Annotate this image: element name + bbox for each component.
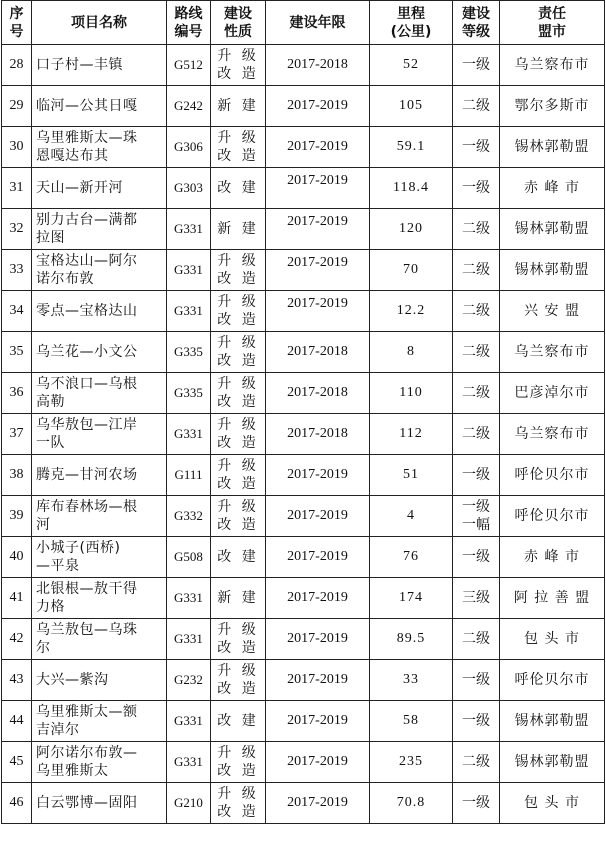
cell-nature-line: 升 级	[217, 622, 259, 638]
cell-city: 兴 安 盟	[500, 291, 605, 332]
cell-nature	[211, 701, 266, 742]
cell-nature	[211, 291, 266, 332]
cell-index: 29	[2, 86, 32, 127]
cell-nature-line: 升 级	[217, 786, 259, 802]
cell-project-name-line: 阿尔诺尔布敦—	[36, 745, 138, 761]
cell-city: 乌兰察布市	[500, 332, 605, 373]
cell-nature-line: 改 造	[217, 312, 259, 328]
cell-city: 阿 拉 善 盟	[500, 578, 605, 619]
cell-grade-line: 一级	[462, 467, 490, 483]
cell-nature-line: 改 造	[217, 476, 259, 492]
cell-project-name-line: 一队	[36, 435, 65, 451]
cell-project-name-line: 口子村—丰镇	[36, 57, 123, 73]
table-row	[2, 578, 605, 619]
cell-mileage: 8	[370, 332, 453, 373]
cell-nature	[211, 742, 266, 783]
cell-mileage: 112	[370, 414, 453, 455]
cell-nature-line: 升 级	[217, 253, 259, 269]
cell-grade-line: 二级	[462, 344, 490, 360]
cell-city: 锡林郭勒盟	[500, 209, 605, 250]
cell-city: 赤 峰 市	[500, 537, 605, 578]
cell-city: 呼伦贝尔市	[500, 455, 605, 496]
cell-index: 34	[2, 291, 32, 332]
cell-city: 鄂尔多斯市	[500, 86, 605, 127]
table-row	[2, 209, 605, 250]
cell-city: 锡林郭勒盟	[500, 127, 605, 168]
cell-city: 包 头 市	[500, 783, 605, 824]
header-name: 项目名称	[32, 1, 167, 45]
cell-project-name	[32, 45, 167, 86]
cell-nature-line: 改 造	[217, 148, 259, 164]
cell-nature-line: 升 级	[217, 663, 259, 679]
cell-nature	[211, 414, 266, 455]
cell-grade	[453, 660, 500, 701]
cell-index: 30	[2, 127, 32, 168]
cell-project-name-line: 拉图	[36, 230, 65, 246]
cell-years: 2017-2019	[266, 660, 370, 701]
cell-project-name-line: 乌里雅斯太—额	[36, 704, 138, 720]
cell-project-name-line: 力格	[36, 599, 65, 615]
cell-route-code: G331	[167, 414, 211, 455]
cell-route-code: G335	[167, 332, 211, 373]
cell-grade	[453, 373, 500, 414]
cell-grade	[453, 168, 500, 209]
cell-nature	[211, 660, 266, 701]
cell-project-name	[32, 332, 167, 373]
cell-project-name-line: 河	[36, 517, 51, 533]
cell-nature	[211, 168, 266, 209]
cell-nature-line: 改 造	[217, 640, 259, 656]
cell-years: 2017-2018	[266, 373, 370, 414]
table-row	[2, 373, 605, 414]
cell-mileage: 89.5	[370, 619, 453, 660]
cell-grade-line: 一级	[462, 713, 490, 729]
cell-index: 45	[2, 742, 32, 783]
cell-grade	[453, 496, 500, 537]
cell-grade	[453, 332, 500, 373]
cell-grade	[453, 86, 500, 127]
table-row	[2, 168, 605, 209]
cell-index: 38	[2, 455, 32, 496]
cell-nature-line: 升 级	[217, 417, 259, 433]
cell-nature-line: 改 造	[217, 271, 259, 287]
cell-route-code: G331	[167, 291, 211, 332]
cell-project-name	[32, 455, 167, 496]
cell-mileage: 174	[370, 578, 453, 619]
cell-grade-line: 一幅	[462, 517, 490, 533]
cell-grade	[453, 291, 500, 332]
cell-grade	[453, 578, 500, 619]
header-years: 建设年限	[266, 1, 370, 45]
cell-nature-line: 改 造	[217, 517, 259, 533]
cell-years: 2017-2019	[266, 209, 370, 250]
cell-project-name	[32, 168, 167, 209]
cell-years: 2017-2019	[266, 127, 370, 168]
cell-project-name-line: 乌不浪口—乌根	[36, 376, 138, 392]
cell-project-name-line: 临河—公其日嘎	[36, 98, 138, 114]
cell-years: 2017-2019	[266, 537, 370, 578]
cell-grade	[453, 783, 500, 824]
cell-project-name	[32, 660, 167, 701]
cell-project-name	[32, 127, 167, 168]
cell-route-code: G331	[167, 619, 211, 660]
cell-project-name-line: 吉淖尔	[36, 722, 80, 738]
cell-index: 33	[2, 250, 32, 291]
cell-nature-line: 新 建	[217, 221, 259, 237]
cell-project-name-line: 恩嘎达布其	[36, 148, 109, 164]
cell-grade	[453, 209, 500, 250]
cell-mileage: 51	[370, 455, 453, 496]
cell-nature	[211, 45, 266, 86]
cell-project-name-line: 北银根—敖干得	[36, 581, 138, 597]
cell-project-name	[32, 86, 167, 127]
header-row	[2, 1, 605, 45]
table-row	[2, 45, 605, 86]
cell-grade-line: 二级	[462, 303, 490, 319]
table-row	[2, 742, 605, 783]
cell-nature-line: 升 级	[217, 48, 259, 64]
cell-nature-line: 升 级	[217, 294, 259, 310]
cell-grade	[453, 414, 500, 455]
cell-grade-line: 一级	[462, 139, 490, 155]
cell-index: 42	[2, 619, 32, 660]
cell-city: 赤 峰 市	[500, 168, 605, 209]
table-row	[2, 783, 605, 824]
cell-project-name-line: 小城子(西桥)	[36, 540, 121, 556]
cell-grade-line: 一级	[462, 549, 490, 565]
cell-city: 锡林郭勒盟	[500, 701, 605, 742]
project-table	[1, 0, 605, 824]
cell-project-name	[32, 783, 167, 824]
cell-project-name	[32, 496, 167, 537]
cell-index: 37	[2, 414, 32, 455]
cell-nature-line: 升 级	[217, 130, 259, 146]
cell-grade	[453, 537, 500, 578]
cell-nature	[211, 783, 266, 824]
cell-index: 28	[2, 45, 32, 86]
cell-index: 44	[2, 701, 32, 742]
cell-route-code: G111	[167, 455, 211, 496]
cell-years: 2017-2018	[266, 414, 370, 455]
cell-project-name-line: 天山—新开河	[36, 180, 123, 196]
cell-nature-line: 升 级	[217, 499, 259, 515]
cell-project-name	[32, 619, 167, 660]
table-row	[2, 701, 605, 742]
cell-grade-line: 一级	[462, 499, 490, 515]
cell-route-code: G332	[167, 496, 211, 537]
cell-index: 40	[2, 537, 32, 578]
table-row	[2, 86, 605, 127]
cell-route-code: G232	[167, 660, 211, 701]
table-row	[2, 250, 605, 291]
cell-mileage: 120	[370, 209, 453, 250]
cell-project-name	[32, 578, 167, 619]
cell-project-name-line: 宝格达山—阿尔	[36, 253, 138, 269]
cell-grade	[453, 701, 500, 742]
cell-city: 乌兰察布市	[500, 414, 605, 455]
cell-nature	[211, 209, 266, 250]
cell-project-name	[32, 742, 167, 783]
cell-grade-line: 一级	[462, 57, 490, 73]
cell-nature-line: 改 造	[217, 681, 259, 697]
cell-years: 2017-2019	[266, 783, 370, 824]
cell-mileage: 52	[370, 45, 453, 86]
cell-mileage: 110	[370, 373, 453, 414]
cell-years: 2017-2019	[266, 168, 370, 209]
cell-grade-line: 一级	[462, 672, 490, 688]
cell-nature-line: 改 造	[217, 353, 259, 369]
cell-nature	[211, 537, 266, 578]
cell-nature	[211, 373, 266, 414]
header-index: 序 号	[2, 1, 32, 45]
cell-project-name-line: 腾克—甘河农场	[36, 467, 138, 483]
cell-route-code: G331	[167, 742, 211, 783]
cell-project-name	[32, 209, 167, 250]
cell-project-name-line: 乌里雅斯太—珠	[36, 130, 138, 146]
cell-project-name-line: 别力古台—满都	[36, 212, 138, 228]
cell-mileage: 59.1	[370, 127, 453, 168]
cell-mileage: 70	[370, 250, 453, 291]
cell-project-name	[32, 291, 167, 332]
cell-grade-line: 二级	[462, 631, 490, 647]
table-row	[2, 537, 605, 578]
cell-city: 乌兰察布市	[500, 45, 605, 86]
cell-route-code: G508	[167, 537, 211, 578]
cell-nature	[211, 619, 266, 660]
cell-nature-line: 新 建	[217, 590, 259, 606]
cell-project-name-line: 乌华敖包—江岸	[36, 417, 138, 433]
cell-route-code: G210	[167, 783, 211, 824]
header-city: 责任 盟市	[500, 1, 605, 45]
cell-nature-line: 升 级	[217, 376, 259, 392]
cell-route-code: G331	[167, 578, 211, 619]
cell-years: 2017-2018	[266, 332, 370, 373]
cell-years: 2017-2019	[266, 701, 370, 742]
cell-grade-line: 二级	[462, 754, 490, 770]
cell-project-name-line: 乌里雅斯太	[36, 763, 109, 779]
cell-index: 36	[2, 373, 32, 414]
cell-city: 锡林郭勒盟	[500, 742, 605, 783]
cell-years: 2017-2019	[266, 578, 370, 619]
cell-grade	[453, 250, 500, 291]
cell-grade-line: 二级	[462, 221, 490, 237]
header-grade: 建设 等级	[453, 1, 500, 45]
cell-nature-line: 改 造	[217, 394, 259, 410]
cell-project-name-line: 大兴—紫沟	[36, 672, 109, 688]
cell-mileage: 235	[370, 742, 453, 783]
cell-project-name	[32, 373, 167, 414]
cell-grade-line: 三级	[462, 590, 490, 606]
cell-years: 2017-2019	[266, 291, 370, 332]
cell-project-name-line: 乌兰花—小文公	[36, 344, 138, 360]
cell-project-name-line: 乌兰敖包—乌珠	[36, 622, 138, 638]
cell-mileage: 105	[370, 86, 453, 127]
cell-grade-line: 二级	[462, 426, 490, 442]
cell-index: 43	[2, 660, 32, 701]
cell-grade-line: 一级	[462, 180, 490, 196]
cell-nature-line: 改 造	[217, 804, 259, 820]
cell-years: 2017-2019	[266, 455, 370, 496]
cell-grade-line: 二级	[462, 385, 490, 401]
cell-route-code: G331	[167, 701, 211, 742]
header-mileage: 里程 (公里)	[370, 1, 453, 45]
cell-nature-line: 改 建	[217, 713, 259, 729]
cell-nature-line: 升 级	[217, 335, 259, 351]
cell-index: 41	[2, 578, 32, 619]
cell-mileage: 58	[370, 701, 453, 742]
cell-nature	[211, 496, 266, 537]
cell-project-name	[32, 250, 167, 291]
cell-years: 2017-2018	[266, 45, 370, 86]
header-route: 路线 编号	[167, 1, 211, 45]
cell-mileage: 76	[370, 537, 453, 578]
cell-route-code: G303	[167, 168, 211, 209]
cell-years: 2017-2019	[266, 86, 370, 127]
cell-index: 32	[2, 209, 32, 250]
cell-project-name	[32, 414, 167, 455]
cell-route-code: G242	[167, 86, 211, 127]
cell-route-code: G306	[167, 127, 211, 168]
cell-mileage: 12.2	[370, 291, 453, 332]
cell-mileage: 118.4	[370, 168, 453, 209]
cell-mileage: 4	[370, 496, 453, 537]
cell-project-name	[32, 537, 167, 578]
table-row	[2, 660, 605, 701]
cell-route-code: G335	[167, 373, 211, 414]
cell-grade	[453, 127, 500, 168]
table-row	[2, 496, 605, 537]
cell-project-name-line: 高勒	[36, 394, 65, 410]
table-row	[2, 291, 605, 332]
cell-nature	[211, 455, 266, 496]
cell-nature-line: 改 造	[217, 763, 259, 779]
cell-nature-line: 新 建	[217, 98, 259, 114]
cell-grade	[453, 619, 500, 660]
cell-nature	[211, 332, 266, 373]
cell-years: 2017-2019	[266, 250, 370, 291]
cell-nature	[211, 250, 266, 291]
cell-grade	[453, 455, 500, 496]
cell-nature	[211, 86, 266, 127]
cell-mileage: 70.8	[370, 783, 453, 824]
cell-project-name-line: —平泉	[36, 558, 80, 574]
cell-project-name	[32, 701, 167, 742]
cell-grade-line: 一级	[462, 795, 490, 811]
cell-mileage: 33	[370, 660, 453, 701]
table-row	[2, 127, 605, 168]
cell-project-name-line: 尔	[36, 640, 51, 656]
cell-years: 2017-2019	[266, 496, 370, 537]
cell-years: 2017-2019	[266, 619, 370, 660]
cell-index: 31	[2, 168, 32, 209]
cell-nature-line: 改 建	[217, 549, 259, 565]
cell-nature	[211, 578, 266, 619]
table-row	[2, 414, 605, 455]
cell-nature-line: 升 级	[217, 458, 259, 474]
cell-index: 35	[2, 332, 32, 373]
table-row	[2, 455, 605, 496]
cell-nature-line: 改 造	[217, 435, 259, 451]
cell-nature-line: 改 造	[217, 66, 259, 82]
cell-index: 46	[2, 783, 32, 824]
cell-index: 39	[2, 496, 32, 537]
cell-project-name-line: 诺尔布敦	[36, 271, 94, 287]
table-row	[2, 332, 605, 373]
cell-route-code: G512	[167, 45, 211, 86]
cell-project-name-line: 白云鄂博—固阳	[36, 795, 138, 811]
cell-city: 包 头 市	[500, 619, 605, 660]
table-row	[2, 619, 605, 660]
cell-route-code: G331	[167, 209, 211, 250]
cell-project-name-line: 零点—宝格达山	[36, 303, 138, 319]
cell-years: 2017-2019	[266, 742, 370, 783]
cell-grade	[453, 45, 500, 86]
cell-city: 呼伦贝尔市	[500, 496, 605, 537]
cell-nature	[211, 127, 266, 168]
cell-city: 呼伦贝尔市	[500, 660, 605, 701]
cell-project-name-line: 库布春林场—根	[36, 499, 138, 515]
cell-nature-line: 改 建	[217, 180, 259, 196]
cell-city: 锡林郭勒盟	[500, 250, 605, 291]
header-nature: 建设 性质	[211, 1, 266, 45]
cell-grade	[453, 742, 500, 783]
cell-city: 巴彦淖尔市	[500, 373, 605, 414]
cell-grade-line: 二级	[462, 262, 490, 278]
cell-route-code: G331	[167, 250, 211, 291]
cell-nature-line: 升 级	[217, 745, 259, 761]
cell-grade-line: 二级	[462, 98, 490, 114]
table-body	[2, 45, 605, 824]
